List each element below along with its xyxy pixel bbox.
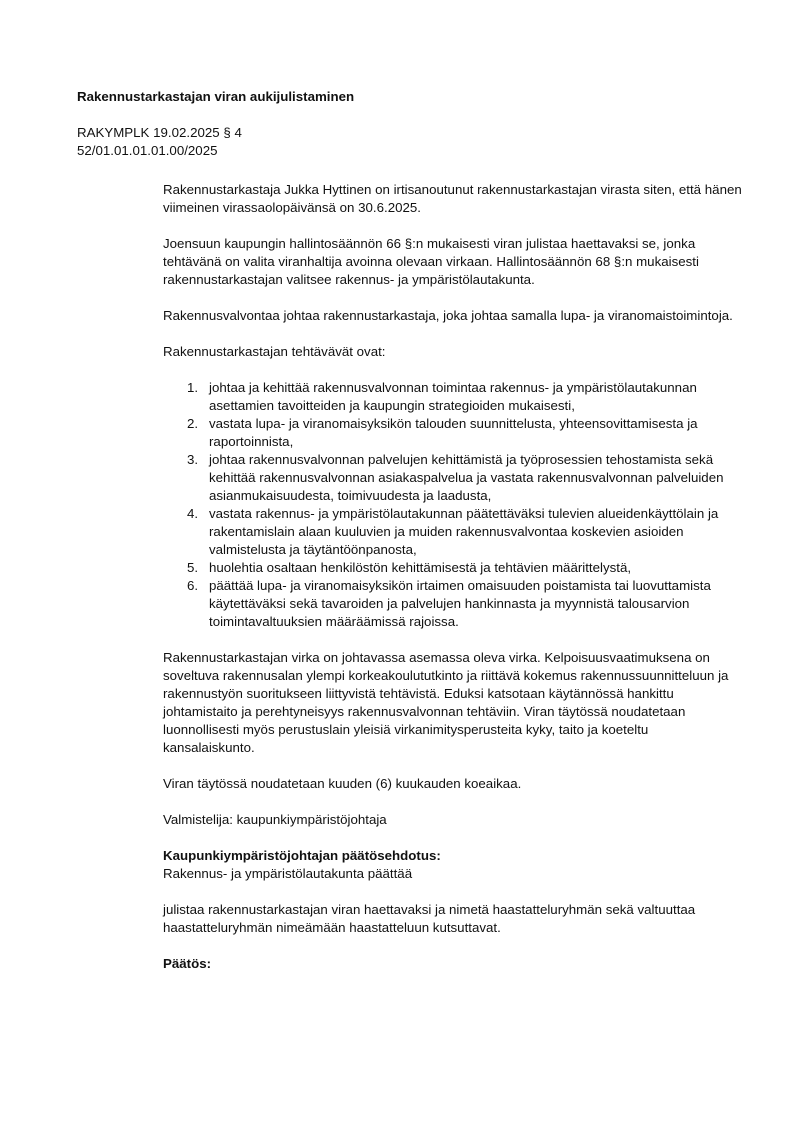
document-meta (77, 124, 242, 160)
proposal-section (163, 847, 743, 883)
list-item (163, 559, 743, 577)
paragraph-administrative-rule: Joensuun kaupungin hallintosäännön 66 §:n mukaisesti viran julistaa haettavaksi se, jonka tehtävänä on valita viranhaltija avoinna olevaan virkaan. Hallintosäännön 68 §:n mukaisesti rakennustarkastajan valitsee rakennus- ja ympäristölautakunta. (163, 236, 699, 287)
list-number: 6. (187, 578, 199, 593)
paragraph-supervision: Rakennusvalvontaa johtaa rakennustarkastaja, joka johtaa samalla lupa- ja viranomaistoimintoja. (163, 308, 733, 323)
list-item-text: huolehtia osaltaan henkilöstön kehittämisestä ja tehtävien määrittelystä, (209, 560, 632, 575)
case-number: 52/01.01.01.01.00/2025 (77, 143, 218, 158)
meeting-reference: RAKYMPLK 19.02.2025 § 4 (77, 125, 242, 140)
list-item-text: johtaa ja kehittää rakennusvalvonnan toimintaa rakennus- ja ympäristölautakunnan asettamien tavoitteiden ja kaupungin strategioiden mukaisesti, (209, 380, 697, 413)
list-number: 3. (187, 452, 199, 467)
list-item (163, 505, 743, 559)
list-number: 5. (187, 560, 199, 575)
list-item (163, 577, 743, 631)
list-number: 4. (187, 506, 199, 521)
paragraph-probation: Viran täytössä noudatetaan kuuden (6) kuukauden koeaikaa. (163, 776, 522, 791)
paragraph-resignation: Rakennustarkastaja Jukka Hyttinen on irtisanoutunut rakennustarkastajan virasta siten, että hänen viimeinen virassaolopäivänsä on 30.6.2025. (163, 182, 742, 215)
list-item-text: vastata rakennus- ja ympäristölautakunnan päätettäväksi tulevien alueidenkäyttölain ja rakentamislain alaan kuuluvien ja muiden rakennusvalvontaa koskevien asioiden valmistelusta ja täytäntöönpanosta, (209, 506, 719, 557)
paragraph-tasks-intro: Rakennustarkastajan tehtävävät ovat: (163, 344, 386, 359)
list-item-text: päättää lupa- ja viranomaisyksikön irtaimen omaisuuden poistamista tai luovuttamista käytettäväksi sekä tavaroiden ja palvelujen hankinnasta ja myynnistä talousarvion toimintavaltuuksien määräämissä rajoissa. (209, 578, 711, 629)
list-number: 2. (187, 416, 199, 431)
proposal-heading: Kaupunkiympäristöjohtajan päätösehdotus: (163, 848, 441, 863)
list-number: 1. (187, 380, 199, 395)
list-item (163, 415, 743, 451)
tasks-list (163, 379, 743, 631)
list-item (163, 379, 743, 415)
list-item-text: johtaa rakennusvalvonnan palvelujen kehittämistä ja työprosessien tehostamista sekä kehittää rakennusvalvonnan asiakaspalvelua ja vastata rakennusvalvonnan palveluiden asianmukaisuudesta, toimivuudesta ja laadusta, (209, 452, 724, 503)
proposal-intro: Rakennus- ja ympäristölautakunta päättää (163, 866, 413, 881)
list-item-text: vastata lupa- ja viranomaisyksikön talouden suunnittelusta, yhteensovittamisesta ja raportoinnista, (209, 416, 698, 449)
decision-heading: Päätös: (163, 956, 212, 971)
list-item (163, 451, 743, 505)
document-title: Rakennustarkastajan viran aukijulistaminen (77, 89, 355, 104)
document-body (163, 181, 743, 973)
paragraph-qualifications: Rakennustarkastajan virka on johtavassa asemassa oleva virka. Kelpoisuusvaatimuksena on soveltuva rakennusalan ylempi korkeakoulututkinto ja riittävä kokemus rakennussuunnitteluun ja rakennustyön suoritukseen liittyvistä tehtävistä. Eduksi katsotaan käytännössä hankittu johtamistaito ja perehtyneisyys rakennusvalvonnan tehtäviin. Viran täytössä noudatetaan luonnollisesti myös perustuslain yleisiä virkanimitysperusteita kyky, taito ja koeteltu kansalaiskunto. (163, 650, 729, 755)
proposal-text: julistaa rakennustarkastajan viran haettavaksi ja nimetä haastatteluryhmän sekä valtuuttaa haastatteluryhmän nimeämään haastatteluun kutsuttavat. (163, 902, 696, 935)
paragraph-preparer: Valmistelija: kaupunkiympäristöjohtaja (163, 812, 387, 827)
